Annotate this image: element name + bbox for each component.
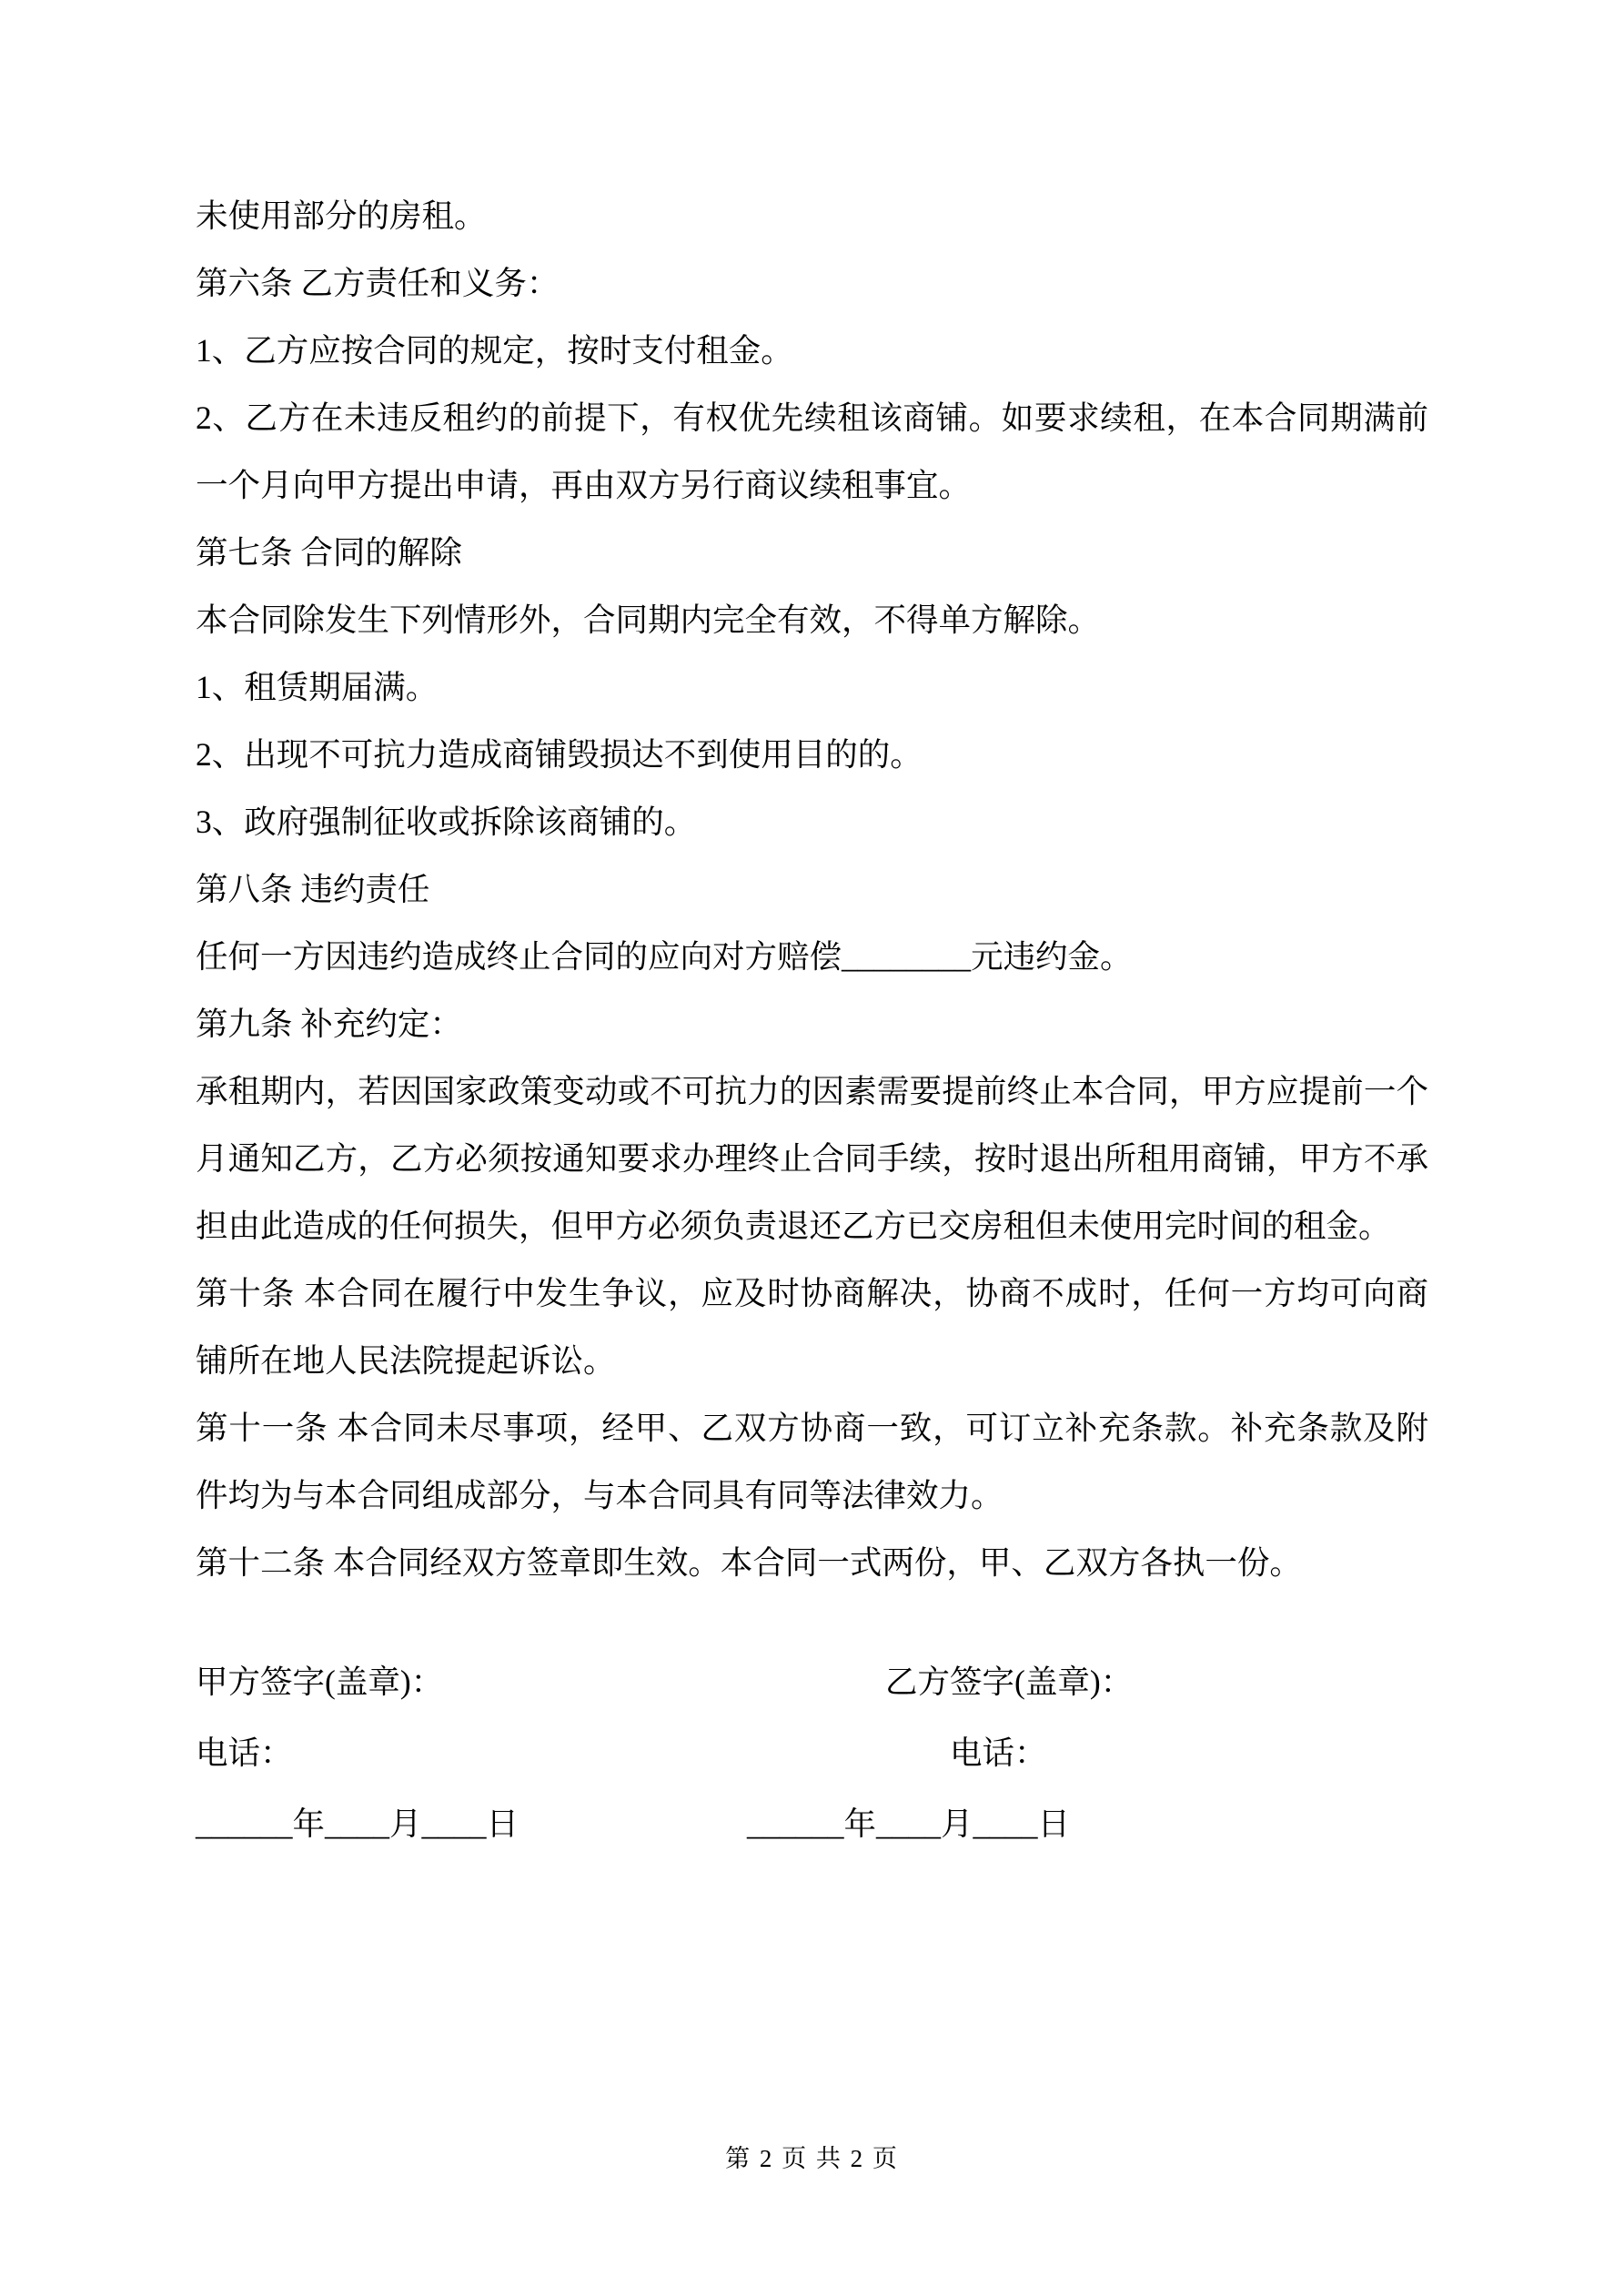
- contract-paragraph: 任何一方因违约造成终止合同的应向对方赔偿________元违约金。: [196, 938, 1133, 975]
- party-a-signature-label: 甲方签字(盖章)：: [196, 1664, 444, 1700]
- contract-paragraph: 未使用部分的房租。: [196, 197, 487, 234]
- signature-row: [196, 1646, 1428, 1717]
- contract-paragraph: 2、出现不可抗力造成商铺毁损达不到使用目的的。: [196, 736, 923, 773]
- contract-body: [196, 182, 1428, 1859]
- contract-paragraph: 承租期内，若因国家政策变动或不可抗力的因素需要提前终止本合同，甲方应提前一个月通知乙方，乙方必须按通知要求办理终止合同手续，按时退出所租用商铺，甲方不承担由此造成的任何损失，但甲方必须负责退还乙方已交房租但未使用完时间的租金。: [196, 1073, 1428, 1244]
- signature-block: [196, 1646, 1428, 1859]
- party-b-phone-label: 电话：: [950, 1735, 1047, 1771]
- contract-paragraph: 第十条 本合同在履行中发生争议，应及时协商解决，协商不成时，任何一方均可向商铺所在地人民法院提起诉讼。: [196, 1275, 1428, 1379]
- party-b-date-line: ______年____月____日: [747, 1805, 1071, 1842]
- contract-paragraph: 第十二条 本合同经双方签章即生效。本合同一式两份，甲、乙双方各执一份。: [196, 1544, 1302, 1581]
- contract-paragraph: 2、乙方在未违反租约的前提下，有权优先续租该商铺。如要求续租，在本合同期满前一个月向甲方提出申请，再由双方另行商议续租事宜。: [196, 400, 1428, 503]
- page-number: 第 2 页 共 2 页: [725, 2145, 899, 2172]
- contract-paragraph: 3、政府强制征收或拆除该商铺的。: [196, 804, 697, 840]
- party-a-date-line: ______年____月____日: [196, 1805, 519, 1842]
- clause-8-heading: 第八条 违约责任: [196, 871, 430, 907]
- date-row: [196, 1788, 1428, 1859]
- phone-row: [196, 1717, 1428, 1788]
- clause-7-heading: 第七条 合同的解除: [196, 534, 462, 571]
- contract-paragraph: 第十一条 本合同未尽事项，经甲、乙双方协商一致，可订立补充条款。补充条款及附件均为与本合同组成部分，与本合同具有同等法律效力。: [196, 1410, 1428, 1513]
- clause-6-heading: 第六条 乙方责任和义务：: [196, 265, 560, 301]
- party-a-phone-label: 电话：: [196, 1735, 293, 1771]
- party-b-signature-label: 乙方签字(盖章)：: [885, 1664, 1134, 1700]
- contract-paragraph: 1、租赁期届满。: [196, 669, 439, 705]
- clause-9-heading: 第九条 补充约定：: [196, 1006, 462, 1042]
- contract-paragraph: 本合同除发生下列情形外，合同期内完全有效，不得单方解除。: [196, 602, 1101, 638]
- contract-paragraph: 1、乙方应按合同的规定，按时支付租金。: [196, 332, 793, 369]
